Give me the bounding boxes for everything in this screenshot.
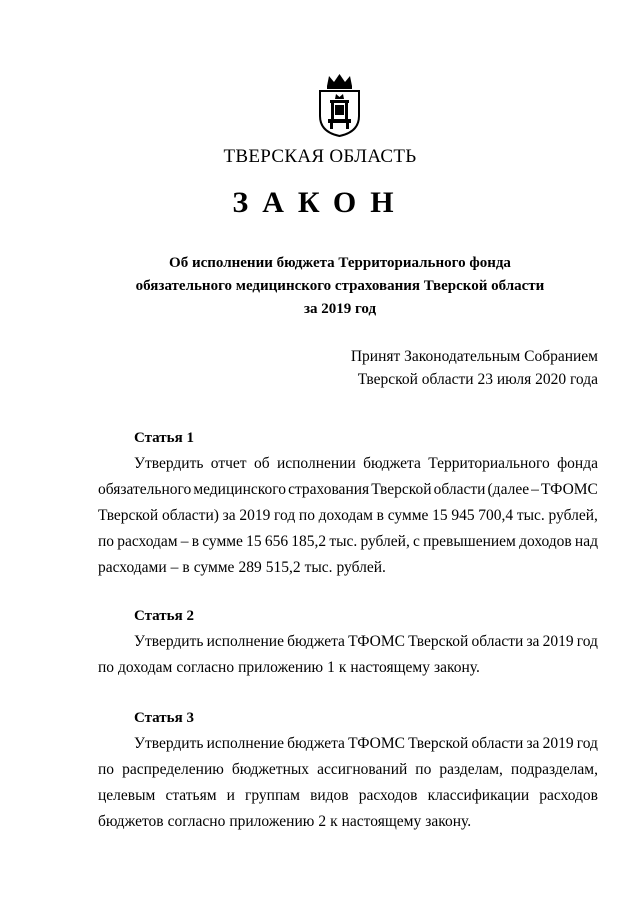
- word: сумме: [387, 507, 429, 524]
- article-line: [98, 757, 598, 783]
- article-2: [98, 606, 598, 681]
- article-line: [98, 783, 598, 809]
- word: Тверской: [408, 735, 469, 752]
- word: исполнение: [206, 735, 284, 752]
- law-title-line: за 2019 год: [303, 301, 377, 317]
- word: страхования: [288, 481, 370, 498]
- region-name: ТВЕРСКАЯ ОБЛАСТЬ: [223, 146, 417, 167]
- word: год: [576, 735, 598, 752]
- word: ТФОМС: [348, 735, 405, 752]
- article-heading: Статья 1: [134, 430, 194, 446]
- word: 2: [318, 813, 327, 830]
- article-line: [98, 529, 598, 555]
- word: области: [471, 633, 524, 650]
- word: целевым: [98, 787, 156, 804]
- word: области): [161, 507, 219, 524]
- word: области: [433, 481, 486, 498]
- article-line: [98, 451, 598, 477]
- word: расходам: [117, 533, 178, 550]
- article-line: [98, 731, 598, 757]
- word: обязательного: [98, 481, 192, 498]
- adoption-note-line: Тверской области 23 июля 2020 года: [357, 371, 598, 388]
- word: расходов: [539, 787, 598, 804]
- word: 2019: [542, 633, 574, 650]
- adoption-note: [351, 345, 598, 391]
- word: рублей,: [548, 507, 598, 524]
- word: бюджетов: [98, 813, 164, 830]
- article-body: [98, 629, 598, 681]
- word: отчет: [210, 455, 247, 472]
- word: к: [338, 659, 347, 676]
- word: тыс.: [516, 507, 545, 524]
- word: настоящему: [350, 659, 430, 676]
- article-line: [98, 655, 598, 681]
- adoption-note-line: Принят Законодательным Собранием: [350, 348, 598, 365]
- word: 945: [451, 507, 475, 524]
- word: 2019: [542, 735, 574, 752]
- article-1: [98, 428, 598, 581]
- word: год: [576, 633, 598, 650]
- word: расходов: [358, 787, 418, 804]
- word: бюджета: [287, 735, 345, 752]
- article-heading: Статья 3: [134, 710, 194, 726]
- word: 1: [327, 659, 335, 676]
- word: области: [471, 735, 524, 752]
- word: закону.: [433, 659, 480, 676]
- word: распределению: [122, 761, 224, 778]
- word: по: [415, 761, 432, 778]
- word: 700,4: [478, 507, 514, 524]
- article-line: [98, 503, 598, 529]
- word: 656: [264, 533, 289, 550]
- word: по: [98, 659, 115, 676]
- word: Тверской: [408, 633, 469, 650]
- word: с: [413, 533, 420, 550]
- word: год: [274, 507, 296, 524]
- word: подразделам,: [510, 761, 598, 778]
- article-heading: Статья 2: [134, 608, 194, 624]
- word: исполнение: [206, 633, 284, 650]
- word: ассигнований: [317, 761, 408, 778]
- word: по: [98, 761, 115, 778]
- word: рублей,: [360, 533, 410, 550]
- word: по: [298, 507, 315, 524]
- word: медицинского: [193, 481, 286, 498]
- word: Утвердить: [134, 455, 204, 472]
- word: 185,2: [291, 533, 327, 550]
- word: доходам: [318, 507, 373, 524]
- word: Тверской: [371, 481, 432, 498]
- word: закону.: [425, 813, 472, 830]
- law-title: [90, 252, 590, 321]
- word: за: [526, 735, 540, 752]
- word: согласно: [176, 659, 235, 676]
- word: рублей.: [336, 559, 386, 576]
- word: 15: [246, 533, 262, 550]
- word: 515,2: [265, 559, 301, 576]
- article-line: [98, 809, 598, 835]
- word: Утвердить: [134, 735, 204, 752]
- word: видов: [310, 787, 349, 804]
- word: –: [170, 559, 179, 576]
- word: фонда: [557, 455, 598, 472]
- article-3: [98, 708, 598, 835]
- word: расходами: [98, 559, 167, 576]
- word: 15: [432, 507, 448, 524]
- word: в: [182, 559, 190, 576]
- article-line: [98, 477, 598, 503]
- word: разделам,: [439, 761, 503, 778]
- word: бюджетных: [231, 761, 310, 778]
- article-body: [98, 451, 598, 581]
- word: ТФОМС: [348, 633, 405, 650]
- word: классификации: [427, 787, 530, 804]
- word: (далее: [487, 481, 530, 498]
- word: сумме: [193, 559, 235, 576]
- word: сумме: [202, 533, 243, 550]
- article-body: [98, 731, 598, 835]
- word: Тверской: [98, 507, 159, 524]
- word: исполнении: [276, 455, 356, 472]
- word: группам: [245, 787, 300, 804]
- document-type: ЗАКОН: [232, 186, 408, 219]
- word: за: [222, 507, 236, 524]
- word: над: [574, 533, 598, 550]
- word: по: [98, 533, 115, 550]
- word: –: [180, 533, 189, 550]
- word: приложению: [238, 659, 324, 676]
- word: –: [531, 481, 539, 498]
- coat-of-arms-emblem-icon: [317, 72, 362, 138]
- word: 289: [238, 559, 262, 576]
- word: статьям: [165, 787, 217, 804]
- article-line: [98, 555, 598, 581]
- word: бюджета: [287, 633, 345, 650]
- word: в: [191, 533, 200, 550]
- word: настоящему: [341, 813, 422, 830]
- word: тыс.: [304, 559, 333, 576]
- word: Территориального: [428, 455, 550, 472]
- law-title-line: обязательного медицинского страхования Тверской области: [135, 278, 545, 294]
- word: доходов: [519, 533, 572, 550]
- word: тыс.: [329, 533, 358, 550]
- word: и: [226, 787, 235, 804]
- word: 2019: [239, 507, 271, 524]
- word: Утвердить: [134, 633, 204, 650]
- word: доходам: [118, 659, 173, 676]
- article-line: [98, 629, 598, 655]
- word: в: [376, 507, 384, 524]
- word: бюджета: [363, 455, 421, 472]
- word: к: [330, 813, 338, 830]
- law-title-line: Об исполнении бюджета Территориального фонда: [169, 255, 511, 271]
- word: за: [526, 633, 540, 650]
- word: ТФОМС: [541, 481, 598, 498]
- word: согласно: [167, 813, 226, 830]
- word: об: [253, 455, 270, 472]
- word: приложению: [229, 813, 315, 830]
- word: превышением: [423, 533, 516, 550]
